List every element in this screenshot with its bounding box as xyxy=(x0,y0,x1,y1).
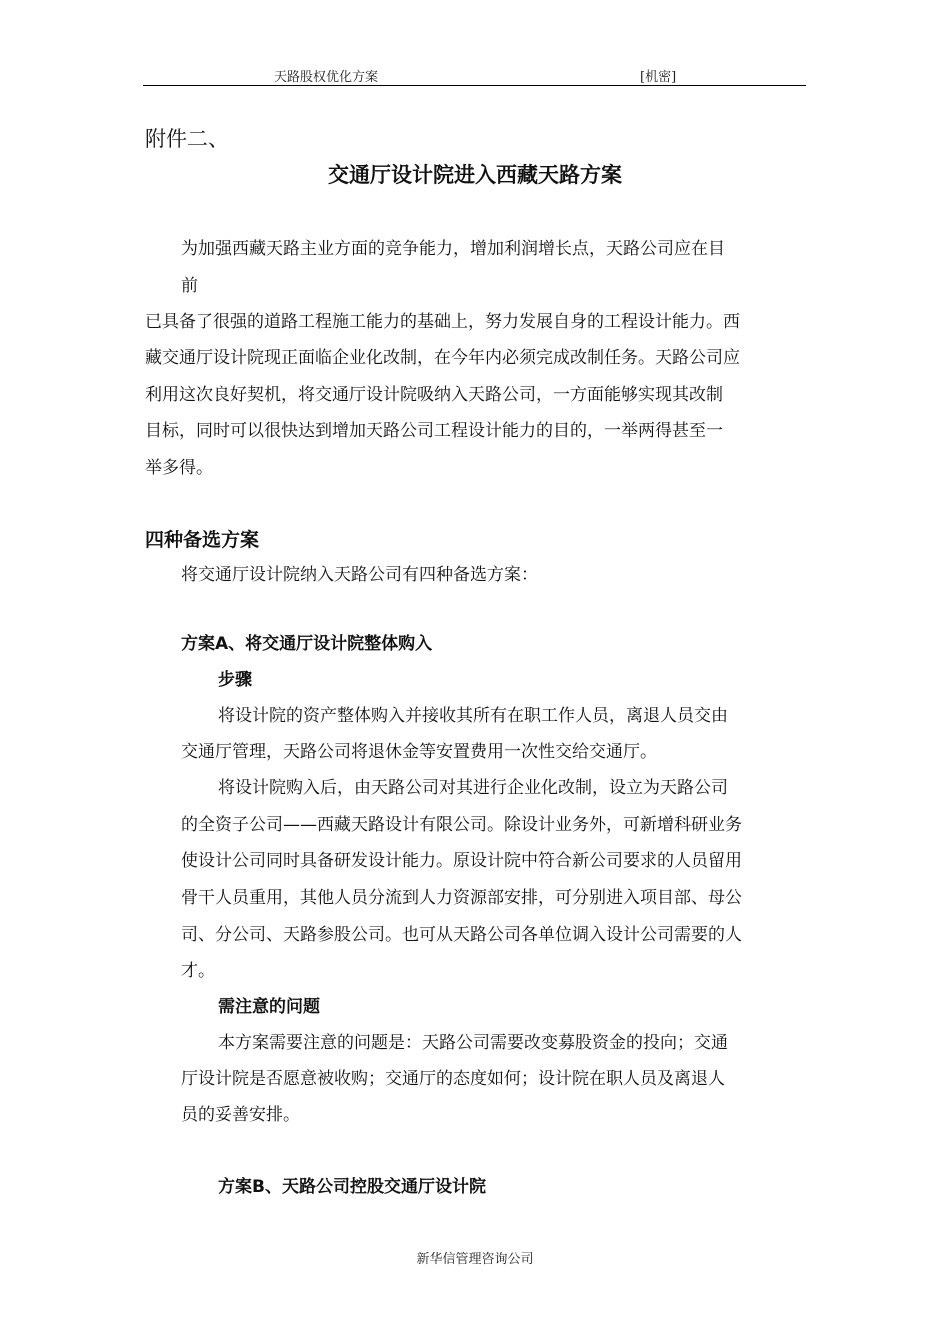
plan-a-issues-heading: 需注意的问题 xyxy=(218,997,320,1017)
plan-a-issues-line: 厅设计院是否愿意被收购；交通厅的态度如何；设计院在职人员及离退人 xyxy=(181,1069,725,1089)
plan-a-steps-heading: 步骤 xyxy=(218,670,252,690)
plan-a-steps-line: 骨干人员重用，其他人员分流到人力资源部安排，可分别进入项目部、母公 xyxy=(181,888,742,908)
intro-line: 已具备了很强的道路工程施工能力的基础上，努力发展自身的工程设计能力。西 xyxy=(145,312,740,332)
footer-company: 新华信管理咨询公司 xyxy=(416,1252,534,1267)
plan-a-steps-line: 将设计院的资产整体购入并接收其所有在职工作人员，离退人员交由 xyxy=(218,706,728,726)
plan-a-steps-line: 司、分公司、天路参股公司。也可从天路公司各单位调入设计公司需要的人 xyxy=(181,925,742,945)
plan-b-title: 方案B、天路公司控股交通厅设计院 xyxy=(218,1177,486,1197)
plan-a-steps-line: 的全资子公司——西藏天路设计有限公司。除设计业务外，可新增科研业务 xyxy=(181,815,742,835)
header-title: 天路股权优化方案 xyxy=(274,70,379,85)
plan-a-issues-line: 员的妥善安排。 xyxy=(181,1105,300,1125)
intro-line: 目标，同时可以很快达到增加天路公司工程设计能力的目的，一举两得甚至一 xyxy=(145,421,723,441)
header-rule xyxy=(143,85,806,86)
plan-a-title: 方案A、将交通厅设计院整体购入 xyxy=(181,634,433,654)
document-title: 交通厅设计院进入西藏天路方案 xyxy=(328,163,622,187)
plan-a-steps-line: 才。 xyxy=(181,961,215,981)
intro-line: 利用这次良好契机，将交通厅设计院吸纳入天路公司，一方面能够实现其改制 xyxy=(145,385,723,405)
attachment-label: 附件二、 xyxy=(145,127,229,151)
intro-line: 藏交通厅设计院现正面临企业化改制，在今年内必须完成改制任务。天路公司应 xyxy=(145,348,740,368)
section-title: 四种备选方案 xyxy=(145,529,260,551)
intro-line: 举多得。 xyxy=(145,458,213,478)
intro-line: 前 xyxy=(181,276,198,296)
plan-a-steps-line: 交通厅管理，天路公司将退休金等安置费用一次性交给交通厅。 xyxy=(181,742,657,762)
section-intro: 将交通厅设计院纳入天路公司有四种备选方案： xyxy=(181,565,538,585)
plan-a-steps-line: 将设计院购入后，由天路公司对其进行企业化改制，设立为天路公司 xyxy=(218,778,728,798)
plan-a-issues-line: 本方案需要注意的问题是：天路公司需要改变募股资金的投向；交通 xyxy=(218,1033,728,1053)
intro-line: 为加强西藏天路主业方面的竞争能力，增加利润增长点，天路公司应在目 xyxy=(181,239,725,259)
header-confidential: [机密] xyxy=(640,70,677,85)
plan-a-steps-line: 使设计公司同时具备研发设计能力。原设计院中符合新公司要求的人员留用 xyxy=(181,851,742,871)
